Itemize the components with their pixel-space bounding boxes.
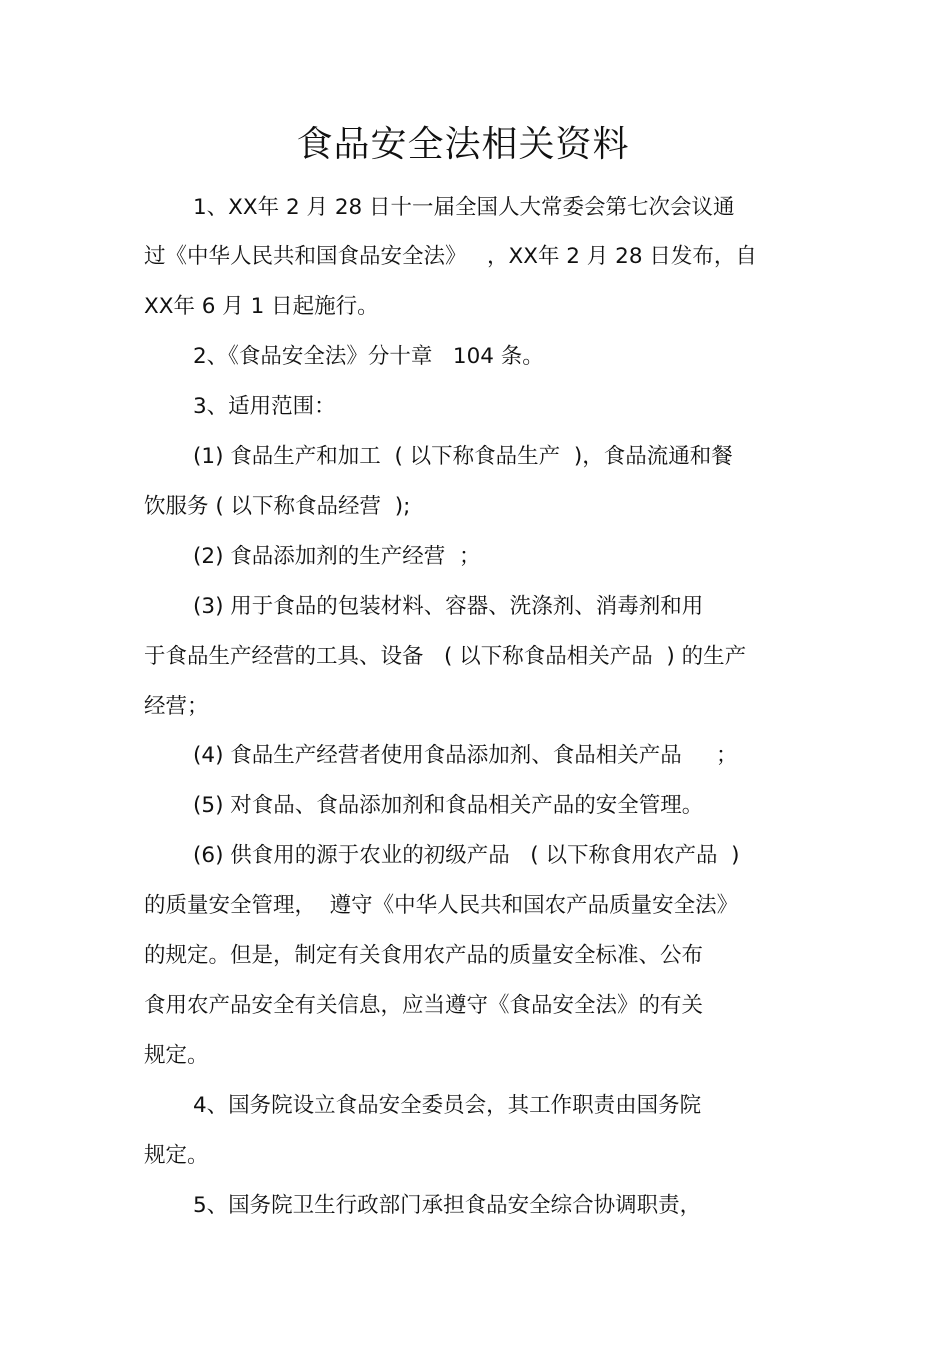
text-line: 于食品生产经营的工具、设备 ( 以下称食品相关产品 ) 的生产 xyxy=(144,644,747,669)
text-line: 食用农产品安全有关信息，应当遵守《食品安全法》的有关 xyxy=(144,993,704,1018)
text-line: (6) 供食用的源于农业的初级产品 ( 以下称食用农产品 ) xyxy=(193,843,740,868)
text-line: 的规定。但是，制定有关食用农产品的质量安全标准、公布 xyxy=(144,943,704,968)
text-line: 过《中华人民共和国食品安全法》 ，XX年 2 月 28 日发布，自 xyxy=(144,244,757,269)
text-line: 4、国务院设立食品安全委员会，其工作职责由国务院 xyxy=(193,1093,702,1118)
text-line: 的质量安全管理， 遵守《中华人民共和国农产品质量安全法》 xyxy=(144,893,739,918)
text-line: 1、XX年 2 月 28 日十一届全国人大常委会第七次会议通 xyxy=(193,195,735,220)
text-line: 3、适用范围： xyxy=(193,394,336,419)
text-line: 经营； xyxy=(144,694,209,719)
document-title: 食品安全法相关资料 xyxy=(296,124,630,165)
text-line: (4) 食品生产经营者使用食品添加剂、食品相关产品 ； xyxy=(193,743,738,768)
text-line: 规定。 xyxy=(144,1043,209,1068)
text-line: (5) 对食品、食品添加剂和食品相关产品的安全管理。 xyxy=(193,793,704,818)
text-line: 2、《食品安全法》分十章 104 条。 xyxy=(193,344,544,369)
text-line: 规定。 xyxy=(144,1143,209,1168)
text-line: (1) 食品生产和加工 ( 以下称食品生产 )，食品流通和餐 xyxy=(193,444,733,469)
text-line: 5、国务院卫生行政部门承担食品安全综合协调职责， xyxy=(193,1193,702,1218)
text-line: (3) 用于食品的包装材料、容器、洗涤剂、消毒剂和用 xyxy=(193,594,704,619)
text-line: (2) 食品添加剂的生产经营 ； xyxy=(193,544,481,569)
text-line: 饮服务 ( 以下称食品经营 ); xyxy=(144,494,411,519)
text-line: XX年 6 月 1 日起施行。 xyxy=(144,294,379,319)
